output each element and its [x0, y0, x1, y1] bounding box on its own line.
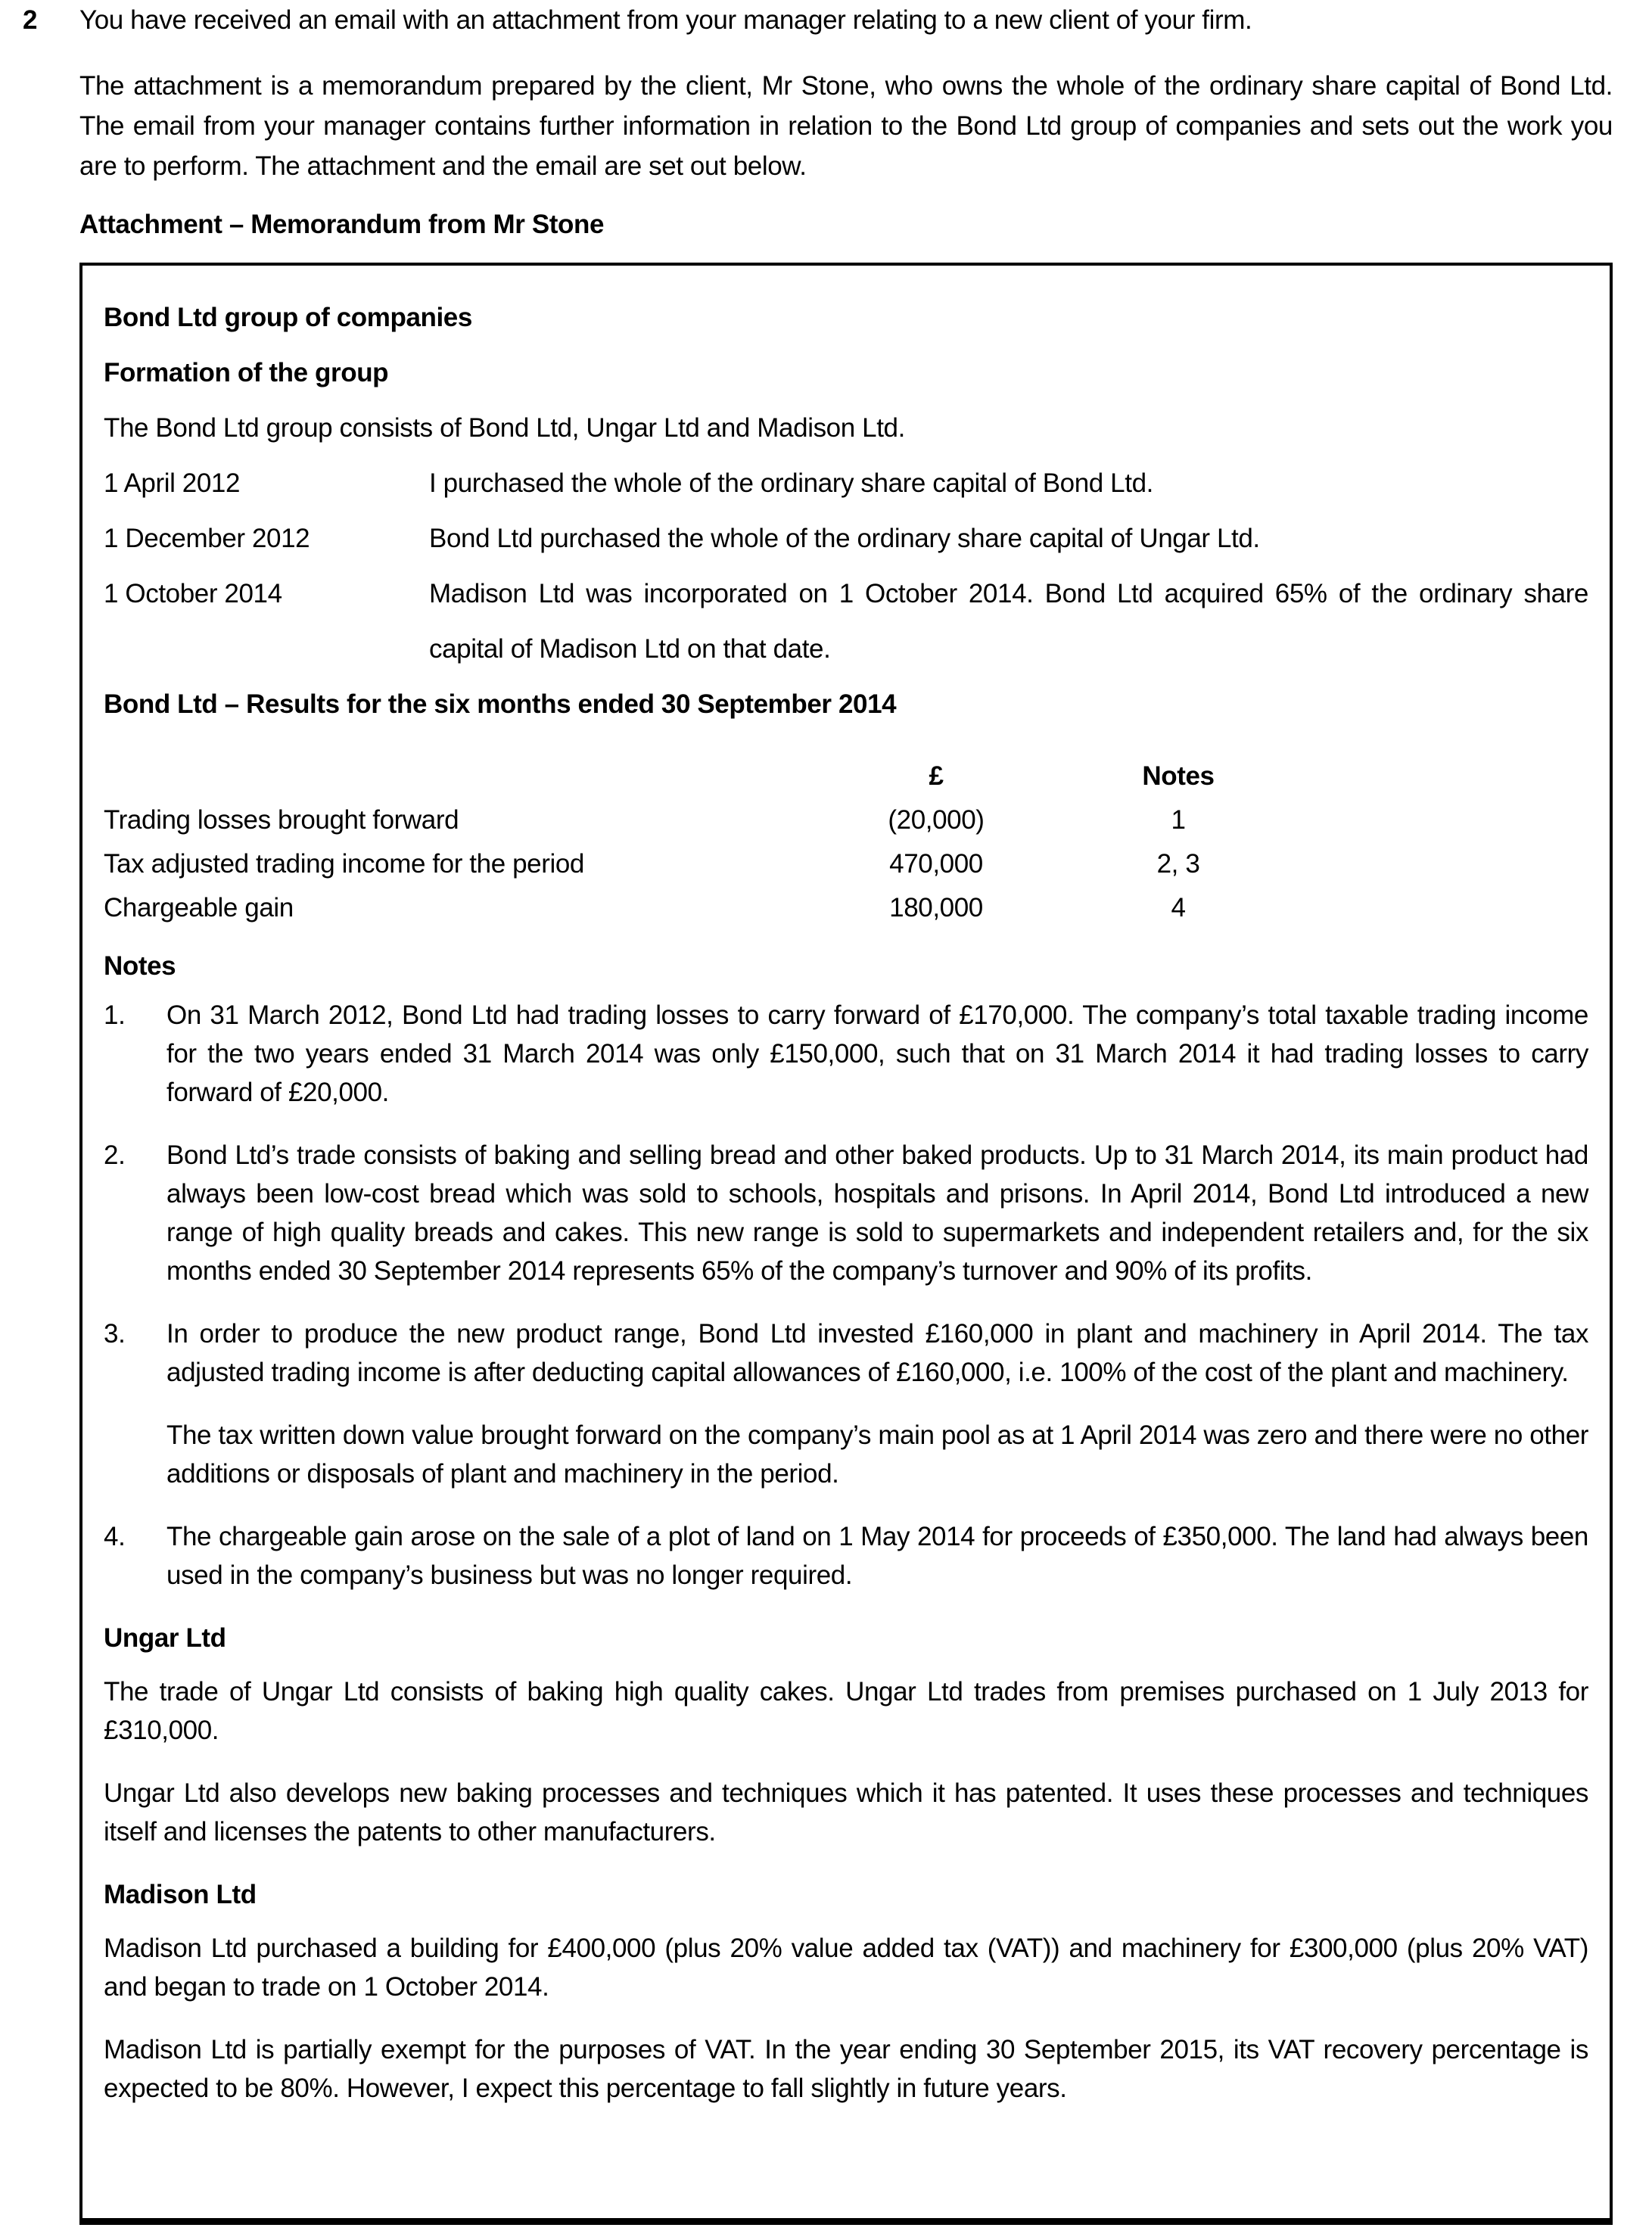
formation-intro: The Bond Ltd group consists of Bond Ltd, Ungar Ltd and Madison Ltd. — [104, 413, 905, 443]
note-item — [104, 996, 1588, 1112]
note-paragraph: In order to produce the new product range, Bond Ltd invested £160,000 in plant and machinery in April 2014. The tax adjusted trading income is after deducting capital allowances of £160,000, i.e. 100% of the cost of the plant and machinery. — [166, 1319, 1588, 1387]
row-notes: 4 — [1171, 893, 1186, 922]
table-row — [104, 886, 1588, 930]
results-table-header — [104, 754, 1588, 798]
ungar-paragraph: The trade of Ungar Ltd consists of baking high quality cakes. Ungar Ltd trades from premises purchased on 1 July 2013 for £310,000. — [104, 1677, 1588, 1745]
note-number: 3. — [104, 1319, 126, 1349]
note-paragraph: The chargeable gain arose on the sale of a plot of land on 1 May 2014 for proceeds of £350,000. The land had always been used in the company’s business but was no longer required. — [166, 1522, 1588, 1590]
row-label: Chargeable gain — [104, 893, 294, 922]
madison-paragraph: Madison Ltd is partially exempt for the purposes of VAT. In the year ending 30 September 2015, its VAT recovery percentage is expected to be 80%. However, I expect this percentage to fall slightly in future years. — [104, 2035, 1588, 2103]
event-date: 1 December 2012 — [104, 524, 310, 553]
ungar-paragraph: Ungar Ltd also develops new baking processes and techniques which it has patented. It uses these processes and techniques itself and licenses the patents to other manufacturers. — [104, 1778, 1588, 1847]
note-paragraph: Bond Ltd’s trade consists of baking and selling bread and other baked products. Up to 31 March 2014, its main product had always been low-cost bread which was sold to schools, hospitals and prisons. In April 2014, Bond Ltd introduced a new range of high quality breads and cakes. This new range is sold to supermarkets and independent retailers and, for the six months ended 30 September 2014 represents 65% of the company’s turnover and 90% of its profits. — [166, 1140, 1588, 1286]
madison-paragraph: Madison Ltd purchased a building for £400,000 (plus 20% value added tax (VAT)) and machinery for £300,000 (plus 20% VAT) and began to trade on 1 October 2014. — [104, 1934, 1588, 2002]
note-body — [166, 1315, 1588, 1493]
note-body — [166, 996, 1588, 1112]
row-amount: 180,000 — [889, 893, 983, 922]
results-heading: Bond Ltd – Results for the six months ended 30 September 2014 — [104, 689, 897, 719]
row-label: Trading losses brought forward — [104, 805, 459, 835]
note-paragraph: On 31 March 2012, Bond Ltd had trading losses to carry forward of £170,000. The company’s total taxable trading income for the two years ended 31 March 2014 was only £150,000, such that on 31 March 2014 it had trading losses to carry forward of £20,000. — [166, 1000, 1588, 1107]
note-number: 1. — [104, 1000, 126, 1030]
formation-event-row — [104, 566, 1588, 677]
question-intro-line: You have received an email with an attachment from your manager relating to a new client of your firm. — [79, 5, 1252, 35]
question-intro-paragraph: The attachment is a memorandum prepared by the client, Mr Stone, who owns the whole of the ordinary share capital of Bond Ltd. The email from your manager contains further information in relation to the Bond Ltd group of companies and sets out the work you are to perform. The attachment and the email are set out below. — [79, 71, 1613, 181]
memorandum-box — [79, 263, 1613, 2225]
results-header-spacer — [104, 754, 815, 798]
table-row — [104, 842, 1588, 886]
question-content — [79, 0, 1613, 2225]
note-paragraph: The tax written down value brought forward on the company’s main pool as at 1 April 2014 was zero and there were no other additions or disposals of plant and machinery in the period. — [166, 1420, 1589, 1489]
formation-event-row — [104, 511, 1588, 566]
row-label: Tax adjusted trading income for the period — [104, 849, 584, 879]
question-number: 2 — [23, 5, 38, 35]
memo-title: Bond Ltd group of companies — [104, 303, 472, 332]
notes-column-header: Notes — [1142, 761, 1215, 791]
note-number: 2. — [104, 1140, 126, 1170]
notes-heading: Notes — [104, 951, 176, 981]
row-notes: 2, 3 — [1156, 849, 1200, 879]
event-description: I purchased the whole of the ordinary share capital of Bond Ltd. — [429, 468, 1153, 498]
formation-heading: Formation of the group — [104, 358, 389, 387]
attachment-heading: Attachment – Memorandum from Mr Stone — [79, 210, 605, 239]
note-body — [166, 1136, 1588, 1290]
amount-column-header: £ — [929, 761, 944, 791]
row-notes: 1 — [1171, 805, 1186, 835]
table-row — [104, 798, 1588, 842]
note-item — [104, 1136, 1588, 1290]
results-table — [104, 754, 1588, 930]
note-number: 4. — [104, 1522, 126, 1551]
note-body — [166, 1517, 1588, 1595]
event-description: Madison Ltd was incorporated on 1 October 2014. Bond Ltd acquired 65% of the ordinary share capital of Madison Ltd on that date. — [429, 579, 1588, 664]
madison-heading: Madison Ltd — [104, 1880, 257, 1909]
event-description: Bond Ltd purchased the whole of the ordinary share capital of Ungar Ltd. — [429, 524, 1260, 553]
note-item — [104, 1517, 1588, 1595]
note-item — [104, 1315, 1588, 1493]
formation-event-row — [104, 456, 1588, 511]
ungar-heading: Ungar Ltd — [104, 1623, 226, 1653]
row-amount: 470,000 — [889, 849, 983, 879]
row-amount: (20,000) — [888, 805, 985, 835]
event-date: 1 April 2012 — [104, 468, 241, 498]
event-date: 1 October 2014 — [104, 579, 282, 608]
